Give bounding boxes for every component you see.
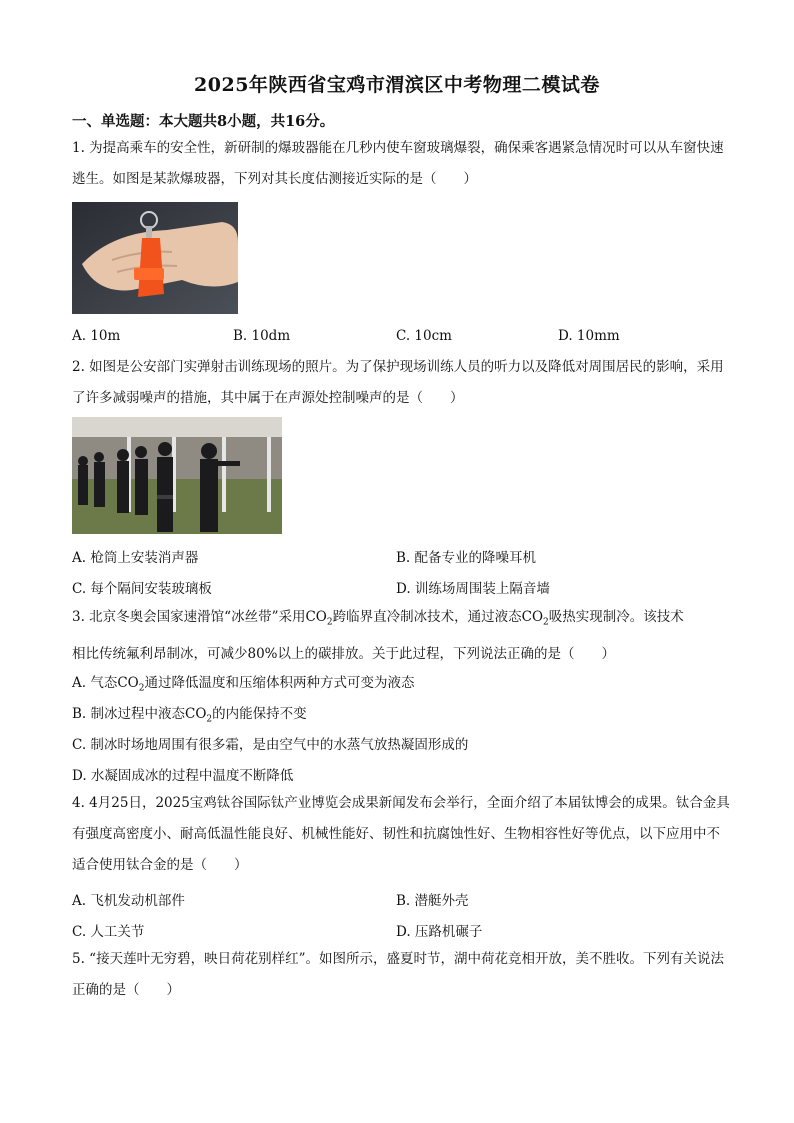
q3-line1-part-c: 吸热实现制冷。该技术 — [548, 609, 684, 625]
shooting-range-illustration — [72, 417, 282, 534]
q4-option-a: A. 飞机发动机部件 — [72, 893, 185, 909]
q3-line-1 — [72, 602, 732, 639]
q4-option-d: D. 压路机碾子 — [396, 924, 483, 940]
page-title: 2025年陕西省宝鸡市渭滨区中考物理二模试卷 — [194, 74, 600, 96]
q3-line1-part-a: 3. 北京冬奥会国家速滑馆“冰丝带”采用CO — [72, 609, 327, 625]
co2-subscript: 2 — [543, 617, 549, 628]
q4-option-c: C. 人工关节 — [72, 924, 145, 940]
co2-subscript: 2 — [138, 683, 145, 694]
q3-option-b — [72, 702, 307, 725]
q3-option-a-part-b: 通过降低温度和压缩体积两种方式可变为液态 — [144, 675, 415, 691]
shooting-range-photo — [72, 417, 282, 534]
q3-line1-part-b: 跨临界直冷制冰技术，通过液态CO — [332, 609, 544, 625]
q3-option-a-part-a: A. 气态CO — [72, 675, 139, 691]
question-1-text: 1. 为提高乘车的安全性，新研制的爆玻器能在几秒内使车窗玻璃爆裂，确保乘客遇紧急情况时可以从车窗快速逃生。如图是某款爆玻器，下列对其长度估测接近实际的是（ ） — [72, 140, 724, 187]
q2-option-b: B. 配备专业的降噪耳机 — [396, 550, 537, 566]
question-4-text: 4. 4月25日，2025宝鸡钛谷国际钛产业博览会成果新闻发布会举行，全面介绍了本届钛博会的成果。钛合金具有强度高密度小、耐高低温性能良好、机械性能好、韧性和抗腐蚀性好、生物相容性好等优点，以下应用中不适合使用钛合金的是（ ） — [72, 795, 730, 873]
co2-subscript: 2 — [326, 617, 333, 628]
q3-option-d: D. 水凝固成冰的过程中温度不断降低 — [72, 768, 294, 784]
q3-option-b-part-a: B. 制冰过程中液态CO — [72, 706, 207, 722]
q3-option-c: C. 制冰时场地周围有很多霜，是由空气中的水蒸气放热凝固形成的 — [72, 737, 469, 753]
q3-line-2: 相比传统氟利昂制冰，可减少80%以上的碳排放。关于此过程，下列说法正确的是（ ） — [72, 645, 616, 662]
section-heading: 一、单选题：本大题共8小题，共16分。 — [72, 113, 335, 130]
q1-option-b: B. 10dm — [233, 328, 291, 344]
q3-option-b-part-b: 的内能保持不变 — [212, 706, 307, 722]
question-2-text: 2. 如图是公安部门实弹射击训练现场的照片。为了保护现场训练人员的听力以及降低对周围居民的影响，采用了许多减弱噪声的措施，其中属于在声源处控制噪声的是（ ） — [72, 359, 724, 406]
q3-option-a — [72, 671, 414, 694]
glass-breaker-photo — [72, 202, 238, 314]
q2-option-c: C. 每个隔间安装玻璃板 — [72, 581, 212, 597]
q1-option-d: D. 10mm — [558, 328, 620, 344]
question-3-text — [72, 602, 732, 670]
question-5-text: 5. “接天莲叶无穷碧，映日荷花别样红”。如图所示，盛夏时节，湖中荷花竞相开放，美不胜收。下列有关说法正确的是（ ） — [72, 951, 724, 998]
q2-option-a: A. 枪筒上安装消声器 — [72, 550, 199, 566]
q1-option-c: C. 10cm — [396, 328, 452, 344]
q4-option-b: B. 潜艇外壳 — [396, 893, 469, 909]
q2-option-d: D. 训练场周围装上隔音墙 — [396, 581, 550, 597]
q1-option-a: A. 10m — [72, 328, 121, 344]
glass-breaker-illustration — [72, 202, 238, 314]
co2-subscript: 2 — [206, 714, 213, 725]
